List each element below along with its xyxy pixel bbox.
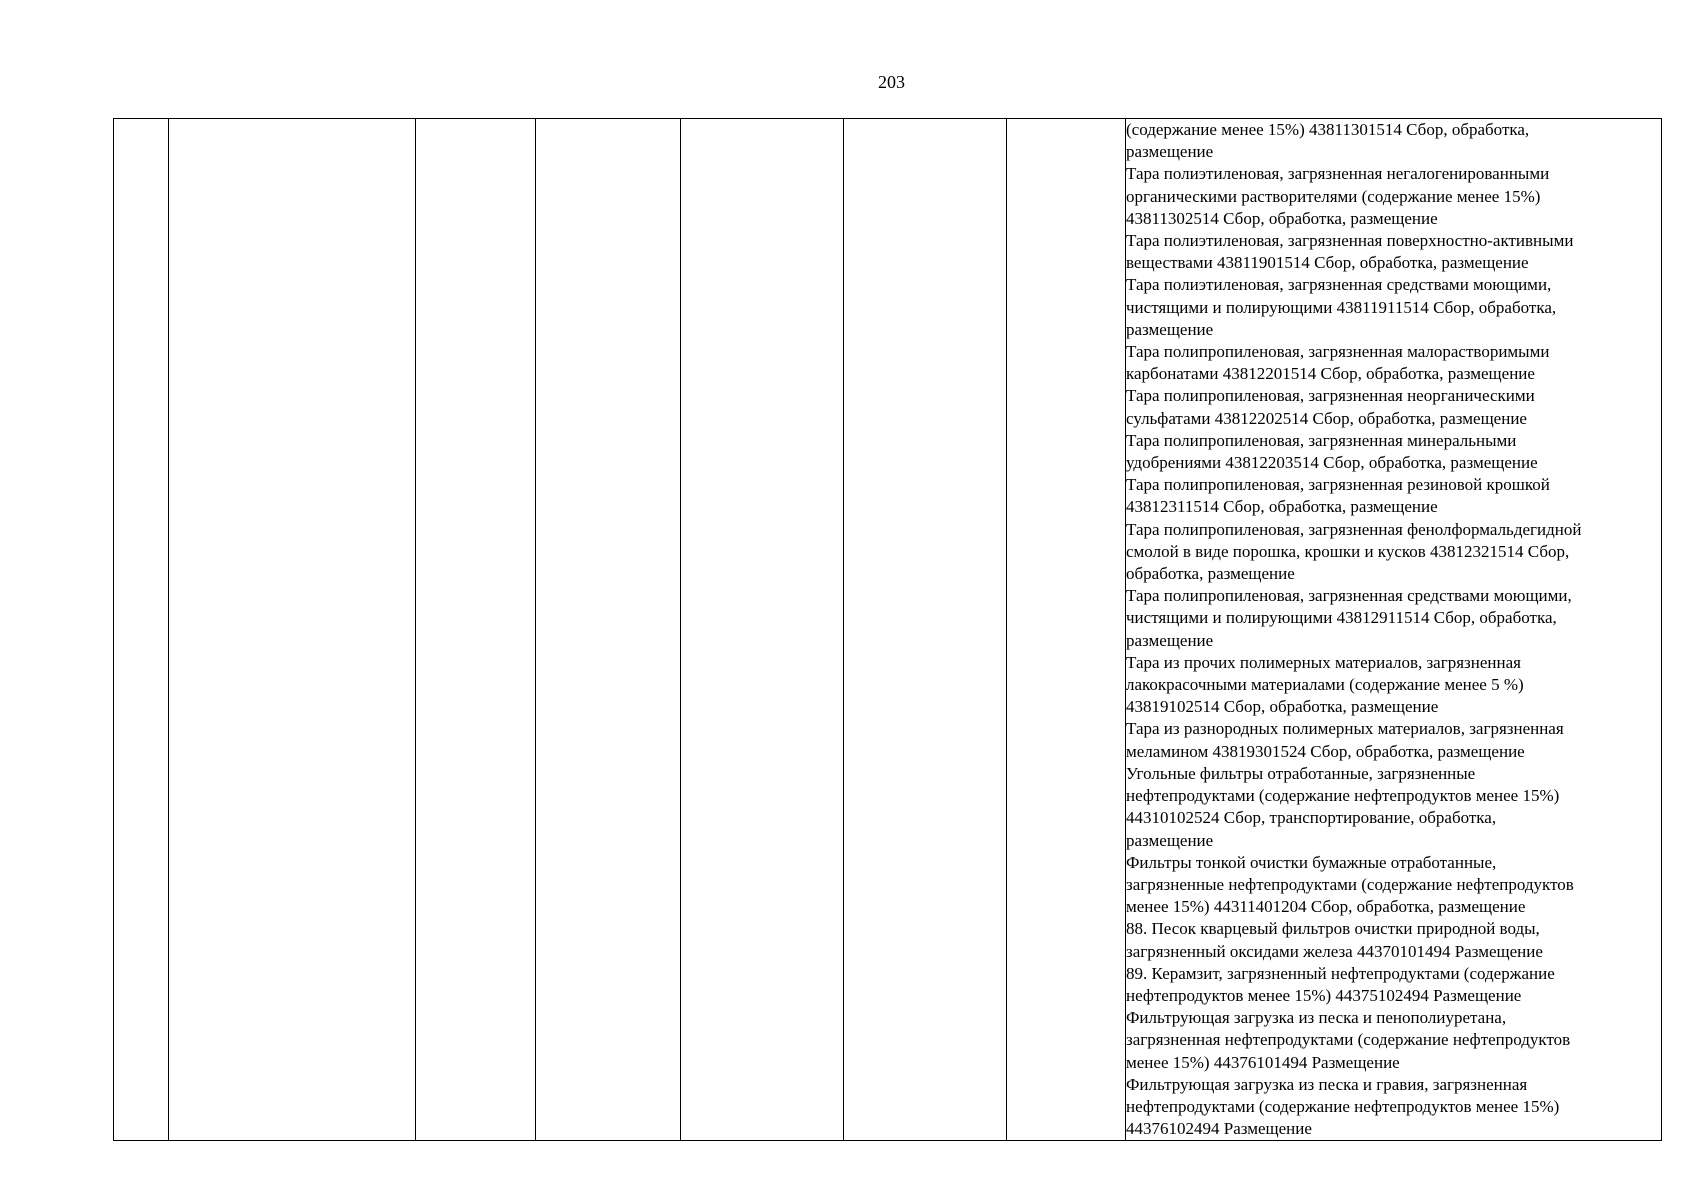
waste-text-line: размещение [1126,319,1214,339]
table-cell-col-7 [1007,119,1126,1141]
waste-text-line: Фильтры тонкой очистки бумажные отработанные, [1126,852,1497,872]
waste-text-line: 43819102514 Сбор, обработка, размещение [1126,697,1439,717]
waste-text-line: 44376102494 Размещение [1126,1119,1312,1139]
waste-text-line: меламином 43819301524 Сбор, обработка, размещение [1126,741,1525,761]
waste-text-line: Тара полиэтиленовая, загрязненная средствами моющими, [1126,275,1552,295]
waste-text-line: Тара из разнородных полимерных материалов, загрязненная [1126,719,1564,739]
waste-text-line: Тара полипропиленовая, загрязненная резиновой крошкой [1126,475,1550,495]
table-cell-col-1 [114,119,169,1141]
waste-description-cell [1126,119,1662,1141]
waste-text-line: нефтепродуктов менее 15%) 44375102494 Размещение [1126,985,1522,1005]
waste-text-line: веществами 43811901514 Сбор, обработка, размещение [1126,253,1529,273]
waste-text-line: Фильтрующая загрузка из песка и гравия, загрязненная [1126,1074,1528,1094]
waste-text-line: размещение [1126,142,1214,162]
waste-text-line: Тара полипропиленовая, загрязненная малорастворимыми [1126,342,1550,362]
page-number: 203 [878,72,905,92]
waste-text-line: органическими растворителями (содержание менее 15%) [1126,186,1541,206]
waste-text-line: загрязненный оксидами железа 44370101494 Размещение [1126,941,1543,961]
waste-text-line: чистящими и полирующими 43812911514 Сбор, обработка, [1126,608,1557,628]
waste-text-line: 43812311514 Сбор, обработка, размещение [1126,497,1438,517]
waste-text-line: нефтепродуктами (содержание нефтепродуктов менее 15%) [1126,1096,1560,1116]
waste-text-line: менее 15%) 44376101494 Размещение [1126,1052,1400,1072]
waste-list [1126,119,1661,1140]
waste-text-line: лакокрасочными материалами (содержание менее 5 %) [1126,675,1524,695]
table-cell-col-5 [681,119,844,1141]
waste-text-line: 89. Керамзит, загрязненный нефтепродуктами (содержание [1126,963,1555,983]
waste-text-line: Тара из прочих полимерных материалов, загрязненная [1126,652,1521,672]
waste-text-line: карбонатами 43812201514 Сбор, обработка, размещение [1126,364,1535,384]
waste-registry-table [113,118,1662,1141]
waste-text-line: смолой в виде порошка, крошки и кусков 43812321514 Сбор, [1126,541,1570,561]
waste-text-line: Тара полипропиленовая, загрязненная неорганическими [1126,386,1535,406]
table-cell-col-2 [169,119,416,1141]
waste-text-line: удобрениями 43812203514 Сбор, обработка, размещение [1126,453,1538,473]
waste-text-line: чистящими и полирующими 43811911514 Сбор, обработка, [1126,297,1557,317]
table-cell-col-6 [844,119,1007,1141]
waste-text-line: 44310102524 Сбор, транспортирование, обработка, [1126,808,1497,828]
waste-text-line: Тара полипропиленовая, загрязненная фенолформальдегидной [1126,519,1582,539]
waste-text-line: размещение [1126,830,1214,850]
waste-text-line: Фильтрующая загрузка из песка и пенополиуретана, [1126,1008,1507,1028]
waste-text-line: сульфатами 43812202514 Сбор, обработка, размещение [1126,408,1527,428]
waste-text-line: (содержание менее 15%) 43811301514 Сбор, обработка, [1126,120,1530,139]
waste-text-line: 43811302514 Сбор, обработка, размещение [1126,208,1438,228]
waste-text-line: Угольные фильтры отработанные, загрязненные [1126,763,1476,783]
waste-text-line: обработка, размещение [1126,564,1295,584]
waste-text-line: Тара полипропиленовая, загрязненная минеральными [1126,430,1517,450]
waste-text-line: Тара полипропиленовая, загрязненная средствами моющими, [1126,586,1572,606]
waste-text-line: нефтепродуктами (содержание нефтепродуктов менее 15%) [1126,786,1560,806]
table-cell-col-3 [416,119,536,1141]
table-cell-col-4 [536,119,681,1141]
waste-text-line: размещение [1126,630,1214,650]
waste-text-line: загрязненная нефтепродуктами (содержание нефтепродуктов [1126,1030,1571,1050]
waste-text-line: Тара полиэтиленовая, загрязненная поверхностно-активными [1126,231,1574,251]
waste-text-line: менее 15%) 44311401204 Сбор, обработка, размещение [1126,897,1526,917]
table-row [114,119,1662,1141]
waste-text-line: загрязненные нефтепродуктами (содержание нефтепродуктов [1126,874,1574,894]
waste-text-line: 88. Песок кварцевый фильтров очистки природной воды, [1126,919,1540,939]
waste-text-line: Тара полиэтиленовая, загрязненная негалогенированными [1126,164,1550,184]
